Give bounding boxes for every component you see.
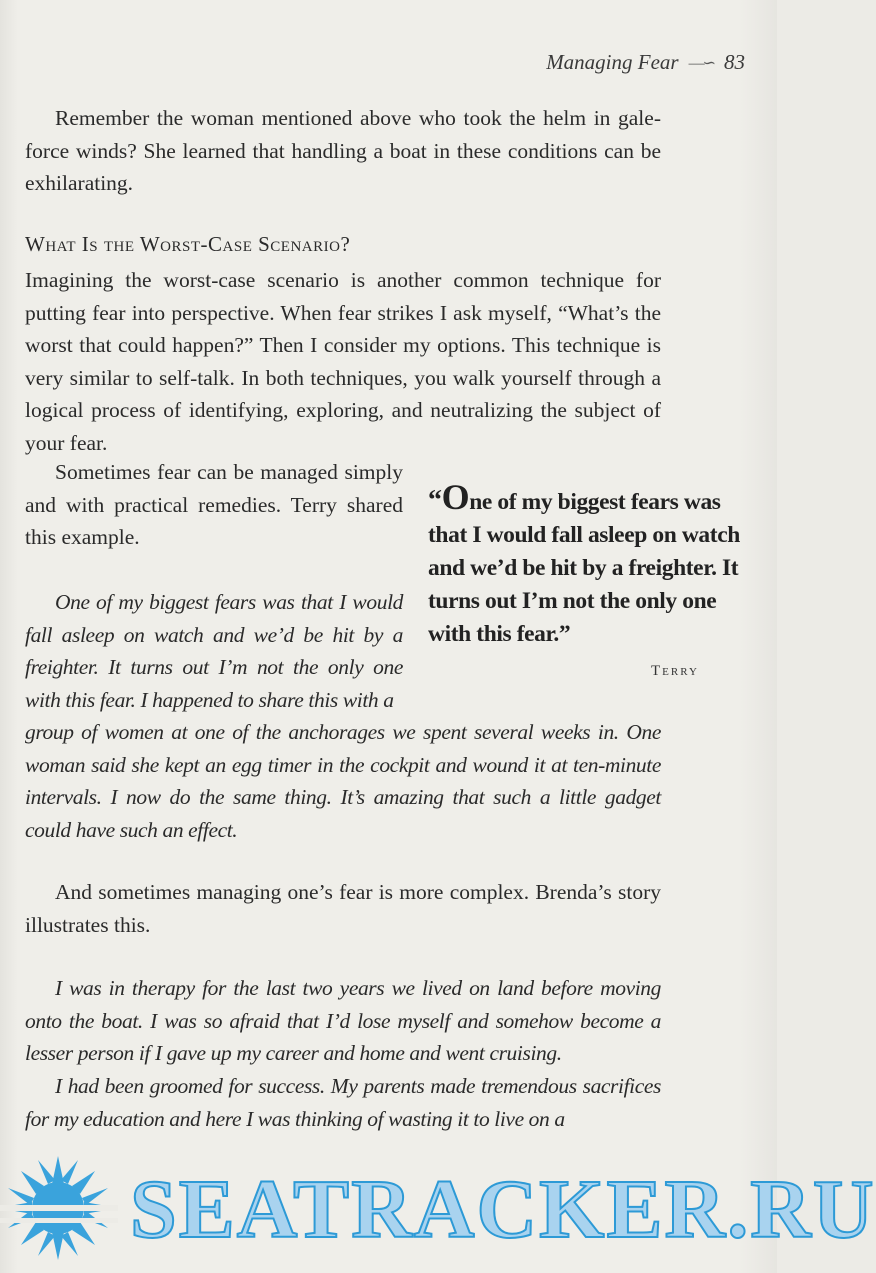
watermark — [0, 1160, 876, 1260]
running-head — [546, 50, 745, 75]
ornament-icon: —∽ — [688, 54, 714, 72]
paragraph-1: Remember the woman mentioned above who took the helm in gale-force winds? She learned that handling a boat in these conditions can be exhilarating. — [25, 106, 661, 195]
paragraph-2: Imagining the worst-case scenario is another common technique for putting fear into perspective. When fear strikes I ask myself, “What’s the worst that could happen?” Then I consider my options. This technique is very similar to self-talk. In both techniques, you walk yourself through a logical process of identifying, exploring, and neutralizing the subject of your fear. — [25, 268, 661, 455]
terry-quote-continued: group of women at one of the anchorages we spent several weeks in. One woman said she kept an egg timer in the cockpit and wound it at ten-minute intervals. I now do the same thing. It’s amazing that such a little gadget could have such an effect. — [25, 720, 661, 842]
pull-quote-initial: O — [441, 477, 470, 517]
brenda-quote-2: I had been groomed for success. My parents made tremendous sacrifices for my education and here I was thinking of wasting it to live on a — [25, 1074, 661, 1131]
running-title: Managing Fear — [546, 50, 679, 74]
paragraph-4: And sometimes managing one’s fear is more complex. Brenda’s story illustrates this. — [25, 880, 661, 937]
pull-quote-open-mark: “ — [428, 485, 442, 516]
sun-burst-icon — [0, 1152, 130, 1262]
terry-quote-wrapped: One of my biggest fears was that I would fall asleep on watch and we’d be hit by a freighter. It turns out I’m not the only one with this fear. I happened to share this with a — [25, 590, 403, 712]
page-number: 83 — [724, 50, 745, 74]
brenda-quote-1: I was in therapy for the last two years we lived on land before moving onto the boat. I was so afraid that I’d lose myself and somehow become a lesser person if I gave up my career and home and went cruising. — [25, 976, 661, 1065]
pull-quote-attribution: Terry — [651, 663, 699, 679]
paragraph-3: Sometimes fear can be managed simply and with practical remedies. Terry shared this example. — [25, 460, 403, 549]
watermark-text: SEATRACKER.RU — [130, 1163, 876, 1256]
pull-quote-text: ne of my biggest fears was that I would fall asleep on watch and we’d be hit by a freighter. It turns out I’m not the only one with this fear.” — [428, 489, 740, 647]
pull-quote — [428, 477, 748, 651]
section-heading: What Is the Worst-Case Scenario? — [25, 232, 351, 256]
